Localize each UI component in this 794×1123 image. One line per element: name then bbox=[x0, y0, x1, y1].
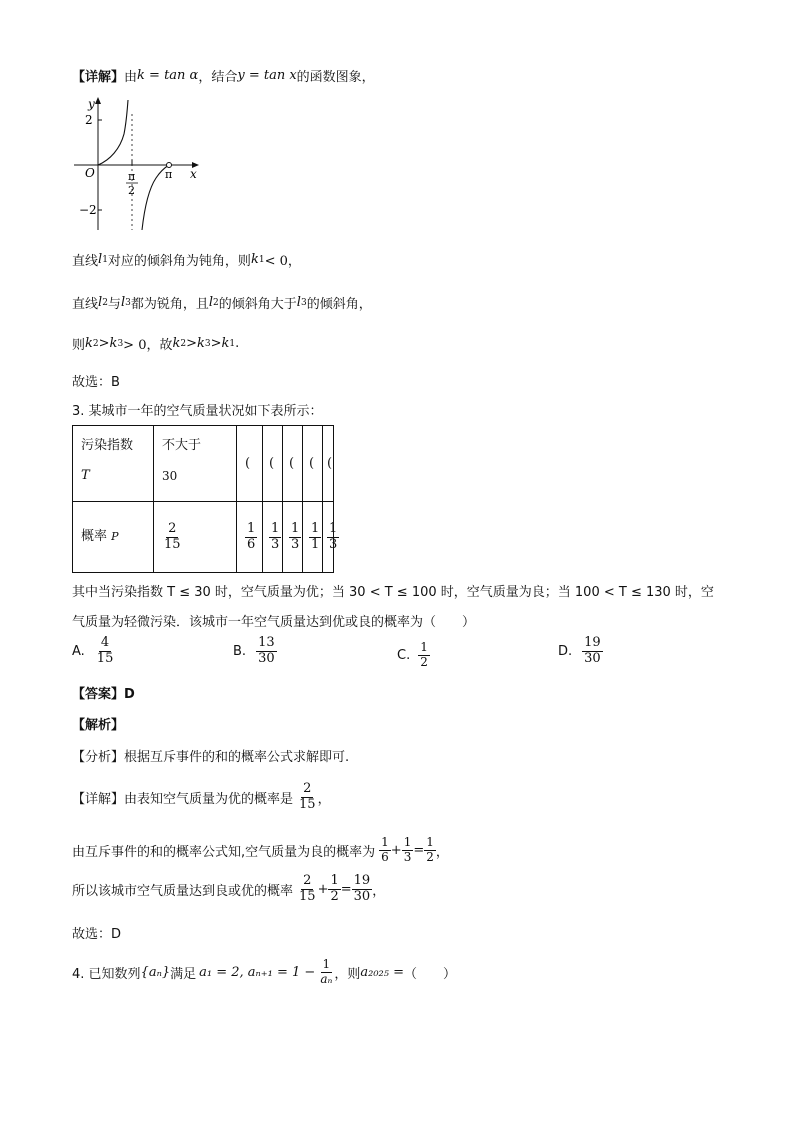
line-b-s3b: 3 bbox=[300, 297, 307, 308]
good-frac-c bbox=[424, 836, 436, 865]
open-point-pi bbox=[167, 163, 172, 168]
option-d-den: 30 bbox=[584, 650, 601, 666]
analysis-fenxi: 【分析】根据互斥事件的和的概率公式求解即可. bbox=[72, 750, 350, 765]
line-a-pre: 直线 bbox=[72, 254, 99, 269]
good-pre: 由互斥事件的和的概率公式知,空气质量为良的概率为 bbox=[72, 844, 376, 860]
q4-target: a₂₀₂₅ = bbox=[360, 964, 404, 980]
pc5-den: 3 bbox=[329, 536, 338, 552]
line-c-k3b-sub: 3 bbox=[204, 338, 211, 349]
line-c-pre: 则 bbox=[72, 338, 86, 353]
total-frac-a bbox=[297, 874, 318, 905]
cell-le30-line2: 30 bbox=[162, 469, 178, 483]
line-c-k2b-sub: 2 bbox=[180, 338, 187, 349]
y-axis-arrow bbox=[95, 97, 101, 104]
line-c-k3b: k bbox=[197, 336, 205, 351]
header-prob-label: 概率 bbox=[81, 529, 108, 544]
line-conclusion bbox=[72, 334, 239, 353]
tick-label-pi-num: π bbox=[128, 170, 136, 183]
table-cell-p-col5 bbox=[323, 502, 338, 573]
line-b-l3b: l bbox=[296, 295, 301, 310]
detail-2 bbox=[72, 782, 331, 813]
cell-col4-top: ( bbox=[309, 456, 315, 471]
header-prob-sym: P bbox=[111, 530, 119, 543]
pc3-num: 1 bbox=[291, 520, 300, 536]
pc2-fraction bbox=[269, 522, 281, 553]
total-pre: 所以该城市空气质量达到良或优的概率 bbox=[72, 883, 294, 899]
tan-curve-left bbox=[98, 100, 128, 165]
header-index-line1: 污染指数 bbox=[81, 438, 134, 453]
detail1-post: 的函数图象， bbox=[296, 70, 375, 85]
table-cell-p-col2 bbox=[263, 502, 283, 573]
p1-den: 15 bbox=[164, 536, 181, 552]
good-b-den: 3 bbox=[403, 849, 412, 864]
cell-col2-top: ( bbox=[269, 456, 275, 471]
option-a-fraction bbox=[95, 636, 116, 667]
line-b-s3: 3 bbox=[125, 297, 131, 308]
good-end: ， bbox=[435, 844, 449, 860]
q4-mid: 满足 bbox=[170, 966, 197, 982]
pc5-fraction bbox=[327, 522, 339, 553]
good-a-den: 6 bbox=[381, 849, 389, 864]
detail2-fraction bbox=[297, 782, 318, 813]
table-row-index bbox=[73, 426, 334, 502]
table-cell-col2 bbox=[263, 426, 283, 502]
detail2-num: 2 bbox=[303, 781, 312, 796]
table-cell-p-col3 bbox=[283, 502, 303, 573]
total-frac-b bbox=[328, 874, 340, 905]
line-b-mid1: 与 bbox=[107, 297, 121, 312]
detail1-mid: ，结合 bbox=[198, 70, 238, 85]
line-a-post: < 0， bbox=[264, 254, 301, 269]
tick-label-pi: π bbox=[165, 168, 173, 181]
q4-frac-num: 1 bbox=[322, 957, 331, 971]
line-b-l2b: l bbox=[208, 295, 214, 310]
line-b-s2b: 2 bbox=[213, 297, 219, 308]
cell-col5-top: ( bbox=[327, 456, 333, 471]
question-3-stem: 3. 某城市一年的空气质量状况如下表所示： bbox=[72, 404, 323, 419]
option-d-label: D. bbox=[558, 643, 573, 659]
pc1-fraction bbox=[245, 522, 257, 553]
question-4 bbox=[72, 958, 456, 987]
good-b-num: 1 bbox=[403, 835, 412, 849]
total-c-num: 19 bbox=[353, 873, 371, 888]
origin-label: O bbox=[85, 166, 95, 180]
total-c-den: 30 bbox=[353, 888, 371, 904]
line-c-gt3: > bbox=[186, 336, 197, 351]
table-cell-p1 bbox=[154, 502, 237, 573]
detail1-equation: k = tan α bbox=[137, 68, 199, 83]
pc1-den: 6 bbox=[247, 536, 256, 552]
line-c-k1: k bbox=[221, 336, 230, 351]
q4-seq: {aₙ} bbox=[140, 964, 171, 980]
detail-label: 【详解】 bbox=[72, 70, 125, 85]
line-a-mid: 对应的倾斜角为钝角，则 bbox=[107, 254, 251, 269]
tick-label-neg2: −2 bbox=[79, 203, 97, 217]
cell-col3-top: ( bbox=[289, 456, 295, 471]
q4-mid2: ，则 bbox=[334, 966, 361, 982]
line-b-mid2: 都为锐角，且 bbox=[130, 297, 209, 312]
line-c-k3: k bbox=[109, 336, 118, 351]
table-cell-col5 bbox=[323, 426, 334, 502]
tan-graph bbox=[68, 94, 208, 234]
option-d-num: 19 bbox=[584, 635, 601, 650]
line-a-l: l bbox=[98, 252, 103, 267]
option-a-den: 15 bbox=[96, 650, 114, 666]
option-a-label: A. bbox=[72, 643, 85, 659]
pc4-num: 1 bbox=[311, 520, 320, 536]
good-frac-a bbox=[379, 836, 391, 865]
option-a-num: 4 bbox=[100, 635, 110, 650]
y-label: y bbox=[88, 97, 95, 111]
pc2-num: 1 bbox=[271, 520, 280, 536]
answer-1: 故选：B bbox=[72, 375, 120, 390]
detail2-end: ， bbox=[317, 791, 331, 807]
good-eq: = bbox=[413, 842, 425, 858]
line-acute bbox=[72, 293, 372, 312]
q4-pre: 4. 已知数列 bbox=[72, 966, 141, 982]
line-c-k2b: k bbox=[172, 336, 181, 351]
p1-num: 2 bbox=[168, 520, 177, 536]
option-b-num: 13 bbox=[258, 635, 275, 650]
option-a bbox=[72, 636, 115, 667]
option-b bbox=[233, 636, 277, 667]
table-cell-col1 bbox=[237, 426, 263, 502]
pc4-fraction bbox=[309, 522, 321, 553]
option-d-fraction bbox=[582, 636, 603, 667]
line-c-k3-sub: 3 bbox=[117, 338, 124, 349]
p1-fraction bbox=[162, 522, 183, 553]
q4-cond: a₁ = 2, aₙ₊₁ = 1 − bbox=[199, 964, 316, 980]
line-c-gt2: > 0，故 bbox=[123, 338, 173, 353]
line-b-post: 的倾斜角， bbox=[306, 297, 372, 312]
option-b-fraction bbox=[256, 636, 277, 667]
q4-frac-den: aₙ bbox=[320, 971, 333, 986]
total-probability-line bbox=[72, 874, 385, 905]
question-3-body-2: 气质量为轻微污染．该城市一年空气质量达到优或良的概率为（ ） bbox=[72, 615, 476, 630]
detail1-function: y = tan x bbox=[237, 68, 297, 83]
good-frac-b bbox=[402, 836, 414, 865]
cell-le30-line1: 不大于 bbox=[162, 438, 202, 453]
total-a-num: 2 bbox=[303, 873, 312, 888]
line-obtuse bbox=[72, 250, 301, 269]
total-a-den: 15 bbox=[299, 888, 316, 904]
option-c-den: 2 bbox=[420, 654, 428, 669]
q4-fraction bbox=[318, 958, 334, 987]
x-label: x bbox=[190, 167, 197, 181]
option-c bbox=[397, 641, 430, 670]
table-cell-col4 bbox=[303, 426, 323, 502]
line-b-pre: 直线 bbox=[72, 297, 99, 312]
good-c-den: 2 bbox=[426, 849, 434, 864]
line-b-s2: 2 bbox=[102, 297, 108, 308]
good-plus: + bbox=[390, 842, 402, 858]
table-header-index bbox=[73, 426, 154, 502]
detail-line-1 bbox=[72, 66, 375, 85]
good-probability-line bbox=[72, 836, 449, 865]
total-eq: = bbox=[340, 881, 352, 897]
detail1-pre: 由 bbox=[124, 70, 138, 85]
total-end: ， bbox=[372, 883, 386, 899]
air-quality-table bbox=[72, 425, 338, 573]
line-a-sub: 1 bbox=[102, 254, 108, 265]
analysis-tag: 【解析】 bbox=[72, 718, 125, 733]
table-row-prob bbox=[73, 502, 334, 573]
total-b-den: 2 bbox=[330, 888, 339, 904]
pc4-den: 1 bbox=[311, 536, 320, 552]
line-a-ksub: 1 bbox=[258, 254, 265, 265]
total-frac-c bbox=[352, 874, 373, 905]
pc5-num: 1 bbox=[329, 520, 338, 536]
pc3-den: 3 bbox=[291, 536, 300, 552]
table-header-prob bbox=[73, 502, 154, 573]
cell-col1-top: ( bbox=[245, 456, 251, 471]
line-c-k1-sub: 1 bbox=[229, 338, 236, 349]
line-c-k2-sub: 2 bbox=[92, 338, 99, 349]
line-b-l3: l bbox=[120, 295, 126, 310]
option-b-label: B. bbox=[233, 643, 247, 659]
total-b-num: 1 bbox=[330, 873, 339, 888]
answer-2: 故选：D bbox=[72, 927, 122, 942]
pc1-num: 1 bbox=[247, 520, 256, 536]
tick-label-2: 2 bbox=[85, 113, 93, 127]
table-cell-le30 bbox=[154, 426, 237, 502]
tick-label-pi-den: 2 bbox=[128, 184, 135, 197]
question-3-body-1: 其中当污染指数 T ≤ 30 时，空气质量为优；当 30 < T ≤ 100 时，空气质量为良；当 100 < T ≤ 130 时，空 bbox=[72, 585, 714, 600]
line-c-gt1: > bbox=[98, 336, 110, 351]
total-plus: + bbox=[317, 881, 329, 897]
pc2-den: 3 bbox=[271, 536, 280, 552]
detail2-text: 【详解】由表知空气质量为优的概率是 bbox=[72, 791, 294, 807]
option-c-num: 1 bbox=[420, 640, 428, 654]
header-index-line2: T bbox=[81, 468, 90, 483]
good-a-num: 1 bbox=[381, 835, 389, 849]
line-b-mid3: 的倾斜角大于 bbox=[218, 297, 297, 312]
table-cell-col3 bbox=[283, 426, 303, 502]
table-cell-p-col4 bbox=[303, 502, 323, 573]
q4-end: （ ） bbox=[404, 966, 457, 982]
line-a-k: k bbox=[250, 252, 259, 267]
line-c-gt4: > bbox=[210, 336, 222, 351]
good-c-num: 1 bbox=[426, 835, 434, 849]
line-b-l2: l bbox=[98, 295, 103, 310]
pc3-fraction bbox=[289, 522, 301, 553]
option-d bbox=[558, 636, 603, 667]
answer-tag: 【答案】D bbox=[72, 687, 135, 702]
option-c-label: C. bbox=[397, 647, 411, 663]
option-b-den: 30 bbox=[258, 650, 275, 666]
table-cell-p-col1 bbox=[237, 502, 263, 573]
line-c-k2: k bbox=[85, 336, 93, 351]
option-c-fraction bbox=[418, 641, 430, 670]
line-c-end: . bbox=[235, 336, 240, 351]
detail2-den: 15 bbox=[299, 796, 316, 812]
